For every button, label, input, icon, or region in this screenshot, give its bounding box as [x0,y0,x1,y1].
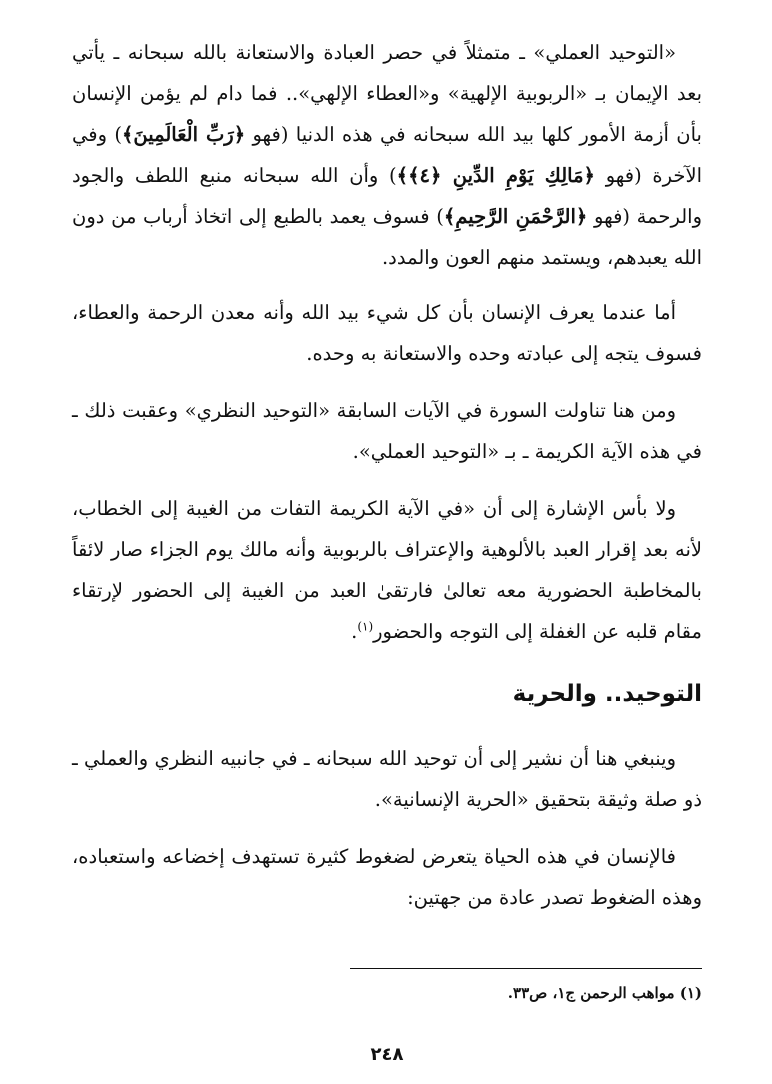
paragraph-end: . [351,620,358,643]
footnote-reference: (١) [357,619,374,634]
paragraph-freedom: وينبغي هنا أن نشير إلى أن توحيد الله سبحانه ـ في جانبيه النظري والعملي ـ ذو صلة وثيقة بتحقيق «الحرية الإنسانية». [72,747,702,811]
section-heading: التوحيد.. والحرية [512,681,702,707]
paragraph-pressures: فالإنسان في هذه الحياة يتعرض لضغوط كثيرة تستهدف إخضاعه واستعباده، وهذه الضغوط تصدر عادة من جهتين: [72,845,702,909]
paragraph-surah-sequence: ومن هنا تناولت السورة في الآيات السابقة «التوحيد النظري» وعقبت ذلك ـ في هذه الآية الكريمة ـ بـ «التوحيد العملي». [72,399,702,463]
paragraph-iltifat [72,488,702,652]
page-number: ٢٤٨ [370,1044,404,1065]
quran-quote-al-rahman-al-rahim: ﴿الرَّحْمَنِ الرَّحِيمِ﴾ [443,205,588,228]
page-body [72,32,702,1084]
paragraph-text: ) فسوف يعمد بالطبع إلى اتخاذ أرباب من دون الله يعبدهم، ويستمد منهم العون والمدد. [72,205,702,269]
footnote-divider [350,968,702,969]
paragraph-text: ) وفي الآخرة (فهو [72,123,702,187]
paragraph-text: «التوحيد العملي» ـ متمثلاً في حصر العبادة والاستعانة بالله سبحانه ـ يأتي بعد الإيمان بـ «الربوبية الإلهية» و«العطاء الإلهي».. فما دام لم يؤمن الإنسان بأن أزمة الأمور كلها بيد الله سبحانه في هذه الدنيا (فهو [72,41,702,146]
quran-quote-maliki-yawm-al-din: ﴿مَالِكِ يَوْمِ الدِّينِ ﴿٤﴾﴾ [396,164,595,187]
paragraph-practical-tawhid [72,32,702,278]
paragraph-text: ولا بأس الإشارة إلى أن «في الآية الكريمة التفات من الغيبة إلى الخطاب، لأنه بعد إقرار العبد بالألوهية والإعتراف بالربوبية وأنه مالك يوم الجزاء صار لائقاً بالمخاطبة الحضورية معه تعالىٰ فارتقىٰ العبد من الغيبة إلى الحضور لإرتقاء مقام قلبه عن الغفلة إلى التوجه والحضور [72,497,702,643]
paragraph-text: ) وأن الله سبحانه منبع اللطف والجود والرحمة (فهو [72,164,702,228]
paragraph-knowing-mercy: أما عندما يعرف الإنسان بأن كل شيء بيد الله وأنه معدن الرحمة والعطاء، فسوف يتجه إلى عبادته وحده والاستعانة به وحده. [72,301,702,365]
quran-quote-rabb-al-alamin: ﴿رَبِّ الْعَالَمِينَ﴾ [121,123,246,146]
footnote: (١) مواهب الرحمن ج١، ص٣٣. [507,984,702,1002]
